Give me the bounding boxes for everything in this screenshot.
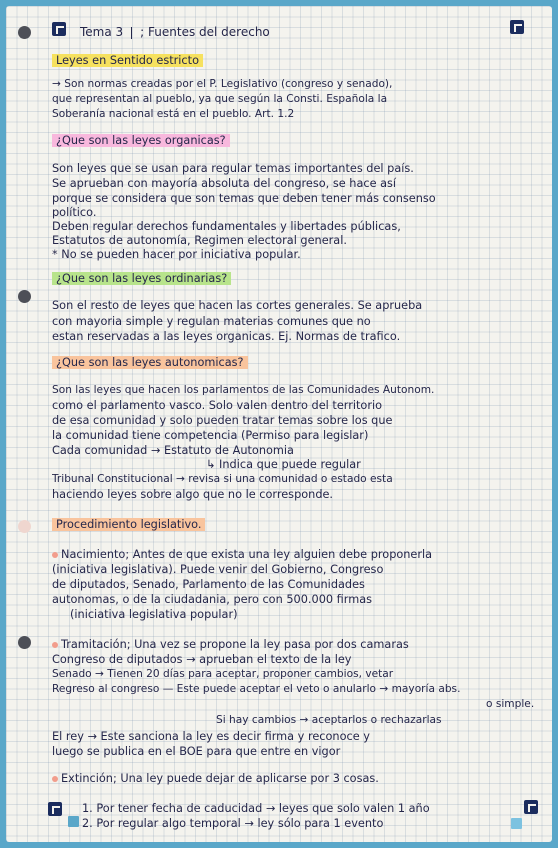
text-line: ↳ Indica que puede regular <box>206 458 361 471</box>
binder-hole <box>18 26 31 39</box>
text-line: con mayoria simple y regulan materias comunes que no <box>52 315 371 328</box>
section-heading: Procedimiento legislativo. <box>52 518 544 531</box>
section-heading: ¿Que son las leyes organicas? <box>52 134 544 147</box>
text-line: Tramitación; Una vez se propone la ley pasa por dos camaras <box>52 638 544 651</box>
bullet-dot <box>52 776 58 782</box>
text-line: haciendo leyes sobre algo que no le corresponde. <box>52 488 334 501</box>
text-line: Deben regular derechos fundamentales y libertades públicas, <box>52 220 401 233</box>
text-line: Congreso de diputados → aprueban el texto de la ley <box>52 653 352 666</box>
binder-hole <box>18 636 31 649</box>
text-line: Senado → Tienen 20 días para aceptar, proponer cambios, vetar <box>52 668 394 680</box>
notebook-page <box>6 6 552 842</box>
text-line: (iniciativa legislativa). Puede venir del Gobierno, Congreso <box>52 563 384 576</box>
text-line: Cada comunidad → Estatuto de Autonomia <box>52 444 294 457</box>
text-line: de esa comunidad y solo pueden tratar temas sobre los que <box>52 414 393 427</box>
corner-marker-bottom-right <box>524 800 538 814</box>
text-line: Son las leyes que hacen los parlamentos de las Comunidades Autonom. <box>52 384 435 396</box>
text-line: → Son normas creadas por el P. Legislativo (congreso y senado), <box>52 78 393 90</box>
text-line: la comunidad tiene competencia (Permiso para legislar) <box>52 429 369 442</box>
text-line: porque se considera que son temas que deben tener más consenso <box>52 192 436 205</box>
topic-title: ; Fuentes del derecho <box>140 26 270 39</box>
text-line: Estatutos de autonomía, Regimen electoral general. <box>52 234 347 247</box>
text-line: como el parlamento vasco. Solo valen dentro del territorio <box>52 399 383 412</box>
text-line: de diputados, Senado, Parlamento de las Comunidades <box>52 578 365 591</box>
section-heading: ¿Que son las leyes autonomicas? <box>52 356 544 369</box>
text-line: Regreso al congreso — Este puede aceptar el veto o anularlo → mayoría abs. <box>52 683 461 695</box>
text-line: que representan al pueblo, ya que según la Consti. Española la <box>52 93 388 105</box>
topic-number: Tema 3 <box>80 26 124 39</box>
text-line: * No se pueden hacer por iniciativa popular. <box>52 248 301 261</box>
text-line: autonomas, o de la ciudadania, pero con 500.000 firmas <box>52 593 373 606</box>
page-title <box>80 26 544 39</box>
text-line: 2. Por regular algo temporal → ley sólo para 1 evento <box>82 817 384 830</box>
text-line: Son leyes que se usan para regular temas importantes del país. <box>52 162 414 175</box>
bullet-dot <box>52 552 58 558</box>
bullet-dot <box>52 642 58 648</box>
binder-hole <box>18 520 31 533</box>
text-line: Extinción; Una ley puede dejar de aplicarse por 3 cosas. <box>52 772 544 785</box>
corner-square-blue <box>68 816 79 827</box>
text-line: Si hay cambios → aceptarlos o rechazarlas <box>216 714 442 726</box>
text-line: Se aprueban con mayoría absoluta del congreso, se hace así <box>52 177 397 190</box>
text-line: luego se publica en el BOE para que entre en vigor <box>52 745 341 758</box>
text-line: Soberanía nacional está en el pueblo. Art. 1.2 <box>52 108 295 120</box>
text-line: (iniciativa legislativa popular) <box>70 608 238 621</box>
text-line: o simple. <box>486 698 535 710</box>
text-line: 1. Por tener fecha de caducidad → leyes que solo valen 1 año <box>82 802 430 815</box>
text-line: estan reservadas a las leyes organicas. Ej. Normas de trafico. <box>52 330 401 343</box>
text-line: Nacimiento; Antes de que exista una ley alguien debe proponerla <box>52 548 544 561</box>
text-line: El rey → Este sanciona la ley es decir firma y reconoce y <box>52 730 370 743</box>
text-line: Tribunal Constitucional → revisa si una comunidad o estado esta <box>52 473 393 485</box>
binder-hole <box>18 290 31 303</box>
section-heading: ¿Que son las leyes ordinarias? <box>52 272 544 285</box>
text-line: Son el resto de leyes que hacen las cortes generales. Se aprueba <box>52 299 423 312</box>
corner-marker-top-left <box>52 22 66 36</box>
section-heading: Leyes en Sentido estricto <box>52 54 544 67</box>
title-divider <box>131 27 132 39</box>
corner-marker-bottom-left <box>48 802 62 816</box>
text-line: político. <box>52 206 97 219</box>
